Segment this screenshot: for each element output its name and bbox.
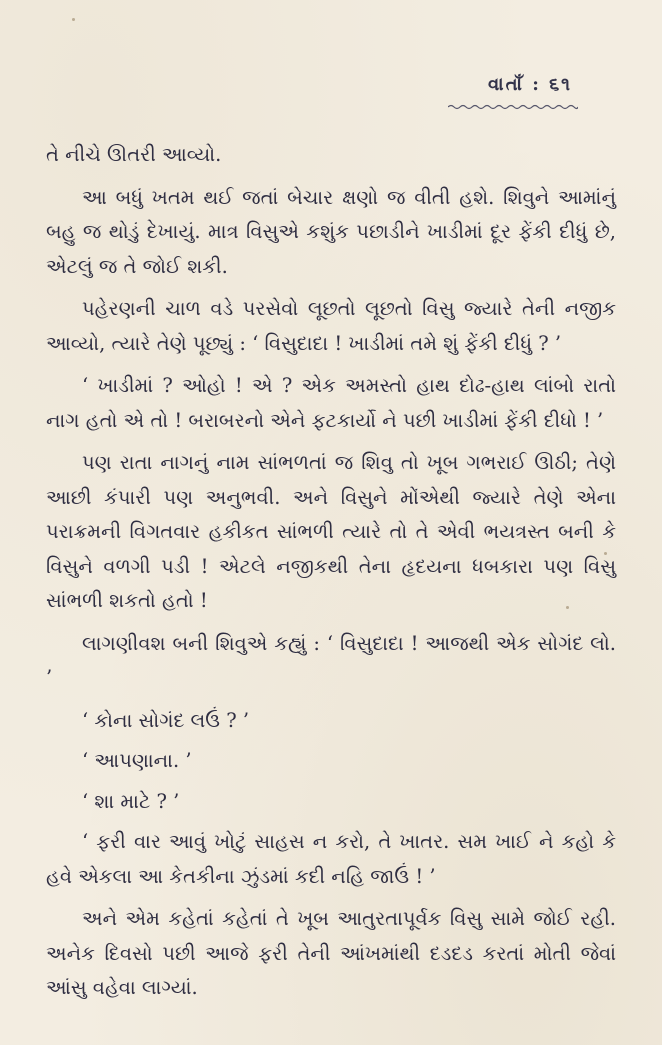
dialog-line: ‘ શા માટે ? ’ (82, 789, 180, 813)
page-body (46, 138, 616, 1014)
paragraph: પણ રાતા નાગનું નામ સાંભળતાં જ શિવુ તો ખૂબ ગભરાઈ ઊઠી; તેણે આછી કંપારી પણ અનુભવી. અને વિસુને મોંએથી જ્યારે તેણે એના પરાક્રમની વિગતવાર હકીકત સાંભળી ત્યારે તો તે એવી ભયત્રસ્ત બની કે વિસુને વળગી પડી ! એટલે નજીકથી તેના હૃદયના ધબકારા પણ વિસુ સાંભળી શકતો હતો ! (46, 451, 616, 612)
paragraph: તે નીચે ઊતરી આવ્યો. (46, 143, 222, 166)
page-number-heading: વાતાઁ : ૬૧ (487, 74, 572, 95)
paragraph: અને એમ કહેતાં કહેતાં તે ખૂબ આતુરતાપૂર્વક વિસુ સામે જોઈ રહી. અનેક દિવસો પછી આજે ફરી તેની આંખમાંથી દડદડ કરતાં મોતી જેવાં આંસુ વહેવા લાગ્યાં. (46, 907, 616, 999)
paragraph: લાગણીવશ બની શિવુએ કહ્યું : ‘ વિસુદાદા ! આજથી એક સોગંદ લો. ’ (46, 631, 616, 689)
paper-speck (72, 18, 75, 21)
paragraph: ‘ ખાડીમાં ? ઓહો ! એ ? એક અમસ્તો હાથ દોઢ-હાથ લાંબો રાતો નાગ હતો એ તો ! બરાબરનો એને ફટકાર્યો ને પછી ખાડીમાં ફેંકી દીધો ! ’ (46, 374, 616, 432)
paragraph: ‘ ફરી વાર આવું ખોટું સાહસ ન કરો, તે ખાતર. સમ ખાઈ ને કહો કે હવે એકલા આ કેતકીના ઝુંડમાં કદી નહિ જાઉં ! ’ (46, 830, 616, 888)
dialog-line: ‘ આપણાના. ’ (82, 749, 192, 772)
paragraph: આ બધું ખતમ થઈ જતાં બેચાર ક્ષણો જ વીતી હશે. શિવુને આમાંનું બહુ જ થોડું દેખાયું. માત્ર વિસુએ કશુંક પછાડીને ખાડીમાં દૂર ફેંકી દીધું છે, એટલું જ તે જોઈ શકી. (46, 185, 616, 278)
paragraph: પહેરણની ચાળ વડે પરસેવો લૂછતો લૂછતો વિસુ જ્યારે તેની નજીક આવ્યો, ત્યારે તેણે પૂછ્યું : ‘ વિસુદાદા ! ખાડીમાં તમે શું ફેંકી દીધું ? ’ (46, 297, 616, 355)
running-head (488, 74, 572, 95)
paper-speck (604, 552, 607, 555)
paper-speck (566, 606, 569, 609)
wavy-underline (448, 104, 578, 110)
dialog-line: ‘ કોના સોગંદ લઉં ? ’ (82, 708, 250, 732)
